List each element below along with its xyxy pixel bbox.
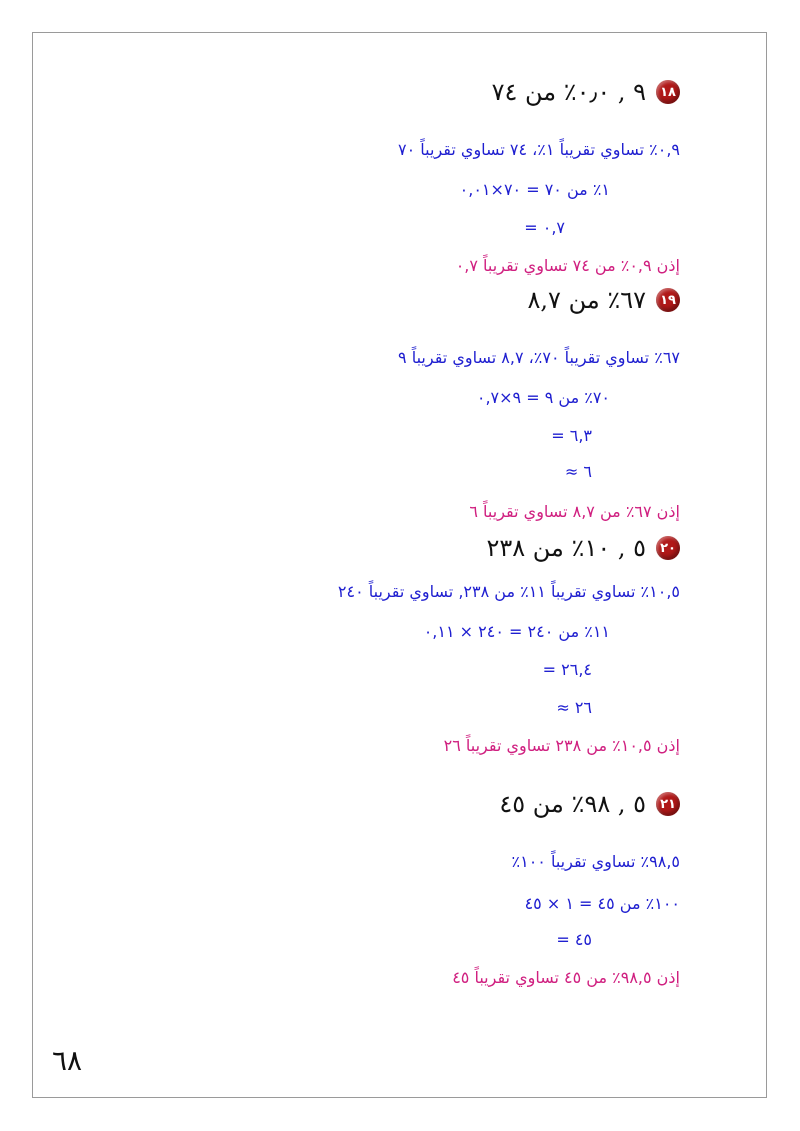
solution-step: = ٤٥ <box>556 930 592 949</box>
problem-number-badge: ١٨ <box>656 80 680 104</box>
solution-step: ٠,٩٪ تساوي تقريباً ١٪، ٧٤ تساوي تقريباً ٧٠ <box>398 140 680 159</box>
conclusion: إذن ٦٧٪ من ٨,٧ تساوي تقريباً ٦ <box>469 502 680 521</box>
problem-number-badge: ١٩ <box>656 288 680 312</box>
solution-step: = ٠,٧ <box>524 218 565 237</box>
conclusion: إذن ٩٨,٥٪ من ٤٥ تساوي تقريباً ٤٥ <box>452 968 680 987</box>
problem-19-heading <box>528 286 680 314</box>
page-number: ٦٨ <box>52 1044 83 1077</box>
solution-step: ≈ ٦ <box>564 462 592 481</box>
problem-question: ٥ , ٩٨٪ من ٤٥ <box>499 790 646 818</box>
solution-step: = ٦,٣ <box>551 426 592 445</box>
solution-step: ١٠,٥٪ تساوي تقريباً ١١٪ من ٢٣٨, تساوي تقريباً ٢٤٠ <box>337 582 680 601</box>
solution-step: ١١٪ من ٢٤٠ = ٢٤٠ × ٠,١١ <box>423 622 610 641</box>
problem-number-badge: ٢١ <box>656 792 680 816</box>
problem-21-heading <box>499 790 680 818</box>
solution-step: ≈ ٢٦ <box>556 698 592 717</box>
solution-step: ٧٠٪ من ٩ = ٩×٠,٧ <box>476 388 610 407</box>
problem-question: ٥ , ١٠٪ من ٢٣٨ <box>486 534 646 562</box>
solution-step: ١٪ من ٧٠ = ٧٠×٠,٠١ <box>459 180 610 199</box>
problem-20-heading <box>486 534 680 562</box>
solution-step: = ٢٦,٤ <box>542 660 592 679</box>
problem-question: ٦٧٪ من ٨,٧ <box>527 286 646 314</box>
solution-step: ١٠٠٪ من ٤٥ = ١ × ٤٥ <box>524 894 680 913</box>
page-frame <box>32 32 767 1098</box>
conclusion: إذن ٠,٩٪ من ٧٤ تساوي تقريباً ٠,٧ <box>455 256 680 275</box>
problem-18-heading <box>492 78 680 106</box>
solution-step: ٩٨,٥٪ تساوي تقريباً ١٠٠٪ <box>511 852 680 871</box>
problem-question: ٩ , ٠٫٠٪ من ٧٤ <box>491 78 646 106</box>
conclusion: إذن ١٠,٥٪ من ٢٣٨ تساوي تقريباً ٢٦ <box>443 736 680 755</box>
problem-number-badge: ٢٠ <box>656 536 680 560</box>
solution-step: ٦٧٪ تساوي تقريباً ٧٠٪، ٨,٧ تساوي تقريباً ٩ <box>398 348 680 367</box>
